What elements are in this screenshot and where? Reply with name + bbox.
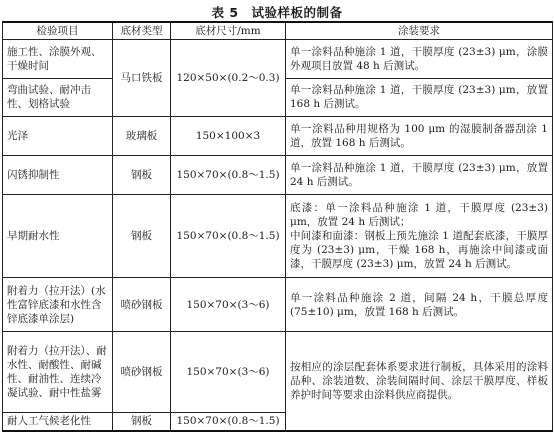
header-coating-requirement: 涂装要求 — [286, 22, 553, 40]
cell-substrate-type: 马口铁板 — [113, 40, 171, 117]
cell-test-item: 施工性、涂膜外观、干燥时间 — [3, 40, 113, 79]
cell-test-item: 耐人工气候老化性 — [3, 412, 113, 431]
requirement-text: 单一涂料品种施涂 1 道，干膜厚度 (23±3) μm，放置 24 h 后测试。 — [290, 162, 548, 189]
cell-substrate-size: 150×70×(3～6) — [171, 332, 286, 413]
table-header-row — [3, 22, 553, 40]
table-row — [3, 40, 553, 79]
cell-substrate-size: 150×70×(3～6) — [171, 278, 286, 332]
table-caption: 表 5 试验样板的制备 — [211, 5, 343, 20]
table-row — [3, 116, 553, 155]
requirement-text-primer: 底漆：单一涂料品种施涂 1 道，干膜厚度 (23±3) μm，放置 24 h 后测试； — [290, 202, 548, 229]
requirement-text: 单一涂料品种施涂 1 道，干膜厚度 (23±3) μm，放置 168 h 后测试。 — [290, 84, 548, 111]
specimen-table — [2, 21, 553, 432]
cell-test-item: 附着力（拉开法）(水性富锌底漆和水性含锌底漆单涂层) — [3, 278, 113, 332]
table-row — [3, 195, 553, 278]
table-row — [3, 278, 553, 332]
cell-substrate-size: 150×70×(0.8～1.5) — [171, 412, 286, 431]
cell-substrate-type: 钢板 — [113, 155, 171, 194]
cell-coating-requirement — [286, 155, 553, 194]
cell-test-item: 附着力（拉开法）、耐水性、耐酸性、耐碱性、耐油性、连续冷凝试验、耐中性盐雾 — [3, 332, 113, 413]
requirement-text-topcoat: 中间漆和面漆：钢板上预先施涂 1 道配套底漆，干膜厚度为 (23±3) μm，干燥 168 h，再施涂中间漆或面漆，干膜厚度 (23±3) μm，放置 24 h 后测试。 — [290, 230, 548, 271]
cell-substrate-size: 150×70×(0.8～1.5) — [171, 155, 286, 194]
requirement-text: 按相应的涂层配套体系要求进行制板，具体采用的涂料品种、涂装道数、涂装间隔时间、涂层干膜厚度、样板养护时间等要求由涂料供应商提供。 — [290, 361, 548, 401]
cell-substrate-type: 喷砂钢板 — [113, 278, 171, 332]
header-substrate-type: 底材类型 — [113, 22, 171, 40]
cell-coating-requirement — [286, 116, 553, 155]
requirement-text: 单一涂料品种施涂 1 道，干膜厚度 (23±3) μm，涂膜外观项目放置 48 h 后测试。 — [290, 46, 548, 73]
cell-test-item: 早期耐水性 — [3, 195, 113, 278]
cell-substrate-type: 玻璃板 — [113, 116, 171, 155]
cell-test-item: 闪锈抑制性 — [3, 155, 113, 194]
cell-substrate-size: 150×100×3 — [171, 116, 286, 155]
cell-substrate-type: 钢板 — [113, 412, 171, 431]
cell-coating-requirement — [286, 79, 553, 116]
requirement-text: 单一涂料品种施涂 2 道，间隔 24 h，干膜总厚度 (75±10) μm，放置 168 h 后测试。 — [290, 291, 548, 318]
cell-substrate-size: 150×70×(0.8～1.5) — [171, 195, 286, 278]
header-substrate-size: 底材尺寸/mm — [171, 22, 286, 40]
header-test-item: 检验项目 — [3, 22, 113, 40]
cell-coating-requirement — [286, 332, 553, 432]
requirement-text: 单一涂料品种用规格为 100 μm 的湿膜制备器刮涂 1 道，放置 168 h 后测试。 — [290, 122, 548, 149]
cell-substrate-type: 钢板 — [113, 195, 171, 278]
table-row — [3, 155, 553, 194]
cell-substrate-size: 120×50×(0.2～0.3) — [171, 40, 286, 117]
cell-substrate-type: 喷砂钢板 — [113, 332, 171, 413]
cell-test-item: 光泽 — [3, 116, 113, 155]
cell-coating-requirement — [286, 195, 553, 278]
cell-test-item: 弯曲试验、耐冲击性、划格试验 — [3, 79, 113, 116]
table-row — [3, 332, 553, 413]
cell-coating-requirement — [286, 278, 553, 332]
cell-coating-requirement — [286, 40, 553, 79]
